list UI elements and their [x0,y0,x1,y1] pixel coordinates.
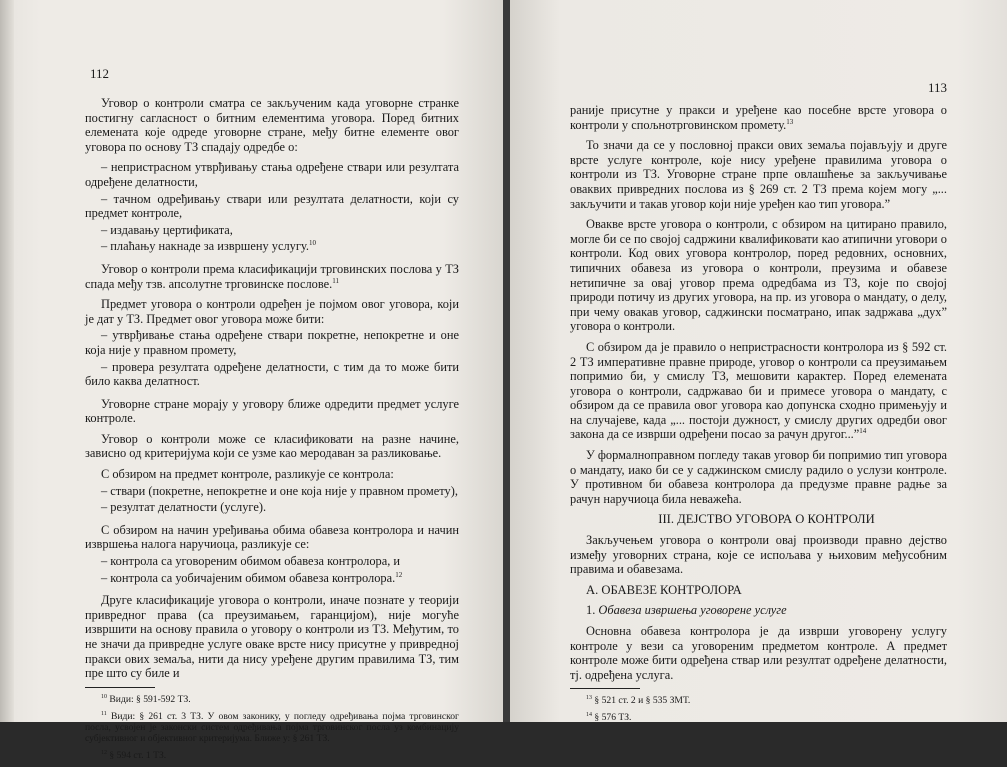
heading-number: 1. [586,603,596,618]
paragraph: Овакве врсте уговора о контроли, с обзиром на цитирано правило, могле би се по својој садржини квалификовати као атипични уговори о контроли. Код ових уговора контролор, поред редовних, основних, типичних обавеза из уговора о контроли, преузима и обавезе нетипичне за овај уговор према одредбама из ТЗ, које по својој природи потичу из других уговора, на пр. из уговора о мандату, о делу, при чему овакав уговор, саджински посматрано, ипак задржава „дух” уговора о контроли. [570,217,947,334]
footnote-text: § 576 ТЗ. [594,712,632,724]
paragraph [85,262,459,291]
section-heading: III. ДЕЈСТВО УГОВОРА О КОНТРОЛИ [658,512,875,527]
subsection-heading: А. ОБАВЕЗЕ КОНТРОЛОРА [586,582,742,597]
paragraph: Уговор о контроли сматра се закључeним када уговорне странке постигну сагласност о битним елементима уговора. Поред битних елемената које одреде уговорне стране, међу битне елементе овог уговора по основу ТЗ спадају одредбе о: [85,96,459,154]
footnote [570,712,947,723]
left-page [0,0,503,761]
paragraph: Предмет уговора о контроли одређен је појмом овог уговора, који је дат у ТЗ. Предмет овог уговора може бити: [85,297,459,326]
footnote-ref: 13 [786,117,794,126]
paragraph: Закључењем уговора о контроли овај производи правно дејство између уговорних страна, које се испољава у њиховим међусобним правима и обавезама. [570,533,947,577]
footnote-ref: 14 [859,427,867,436]
list-item-text: – контрола са уобичајеним обимом обавеза контролора. [101,570,396,585]
list-item: – контрола са уговореним обимом обавеза контролора, и [101,554,401,569]
page-edge [0,0,14,722]
book-gutter [503,0,510,722]
paragraph-text: раније присутне у пракси и уређене као посебне врсте уговора о контроли у спољнотрговинском промету. [570,103,947,132]
paragraph: С обзиром на предмет контроле, разликује се контрола: [101,467,394,482]
page-number: 112 [90,66,110,81]
footnote-divider [570,688,640,689]
left-page-body [85,96,459,767]
footnote [85,750,459,761]
list-item: – резултат делатности (услуге). [101,500,267,515]
paragraph [570,340,947,442]
paragraph [570,103,947,132]
paragraph: Основна обавеза контролора је да изврши уговорену услугу контроле у вези са уговореним предметом контроле. А предмет контроле може бити одређена ствар или резултат одређене делатности, тј. одређена услуга. [570,624,947,682]
right-page-body [570,103,947,729]
paragraph: То значи да се у пословној пракси ових земаља појављују и друге врсте услуге контроле, које нису уређене правилима уговора о контроли из ТЗ. Уговорне стране прпе овлашћење за закључивање оваквих привредних послова из § 269 ст. 2 ТЗ према којем могу „... закључити и такав уговор који није уређен као тип уговора.” [570,138,947,211]
list-item: – утврђивање стања одређене ствари покретне, непокретне и оне која није у правном промету, [85,328,459,357]
heading-text: Обавеза извршења уговорене услуге [598,603,787,618]
list-item: – провера резултата одређене делатности, с тим да то може бити било каква делатност. [85,359,459,389]
footnote-text: Види: § 591-592 ТЗ. [109,693,191,705]
footnote-ref: 11 [332,276,339,285]
footnote-ref: 10 [308,239,316,248]
paragraph: Друге класификације уговора о контроли, иначе познате у теорији привредног права (са преузимањем, гаранцијом), није могуће извршити на основу правила о уговору о контроли из ТЗ. Међутим, то не значи да привредне услуге оваке врсте нису присутне у привредној пракси ових земаља, нити да нису уређене другим правилима ТЗ, тим пре што су биле и [85,593,459,681]
list-item [85,239,459,254]
footnote [570,695,947,706]
footnote-number: 10 [101,693,107,700]
paragraph: Уговор о контроли може се класификовати на разне начине, зависно од критеријума који се узме као меродаван за разликовање. [85,431,459,461]
list-item-text: – плаћању накнаде за извршену услугу. [101,239,309,254]
paragraph-text: Уговор о контроли према класификацији трговинских послова у ТЗ спада међу тзв. апсолутне трговинске послове. [85,261,459,291]
footnote-divider [85,687,155,688]
page-number: 113 [928,80,948,95]
list-item: – непристрасном утврђивању стања одређене ствари или резултата одређене делатности, [85,160,459,189]
list-item [85,571,459,586]
sub-subsection-heading [570,603,947,618]
paragraph: Уговорне стране морају у уговору ближе одредити предмет услуге контроле. [85,396,459,426]
list-item: – издавању цертификата, [101,222,233,237]
footnote-number: 12 [101,749,107,756]
footnote-number: 11 [101,710,107,717]
paragraph: У формалноправном погледу такав уговор би попримио тип уговора о мандату, иако би се у саджинском смислу радило о услузи контроле. У противном би обавеза контролора да предузме правне радње за рачун наручиоца била неважећа. [570,448,948,506]
footnote-number: 14 [586,712,592,719]
footnote [85,711,459,744]
paragraph: С обзиром на начин уређивања обима обавеза контролора и начин извршења налога наручиоца, разликује се: [85,522,459,552]
paragraph-text: С обзиром да је правило о непристрасности контролора из § 592 ст. 2 ТЗ императивне правне природе, уговор о контроли са преузимањем попримио би, у смислу ТЗ, мешовити карактер. Поред елемената уговора о контроли, садржавао би и примесе уговора о мандату, с обзиром да се правила овог уговора као допунска сходно примењују и на случајеве, када „... постоји дужност, у смислу других одредби овог закона да се изврши одређени посао за рачун другог...” [570,339,947,442]
footnote-text: Види: § 261 ст. 3 ТЗ. У овом законику, у погледу одређивања појма трговинског посла, усвојен је законски систем одређивања појма трговинског посла уз комбинацију субјективног и објективног критеријума. Ближе у: § 261 ТЗ. [85,710,459,744]
list-item: – тачном одређивању ствари или резултата делатности, који су предмет контроле, [85,191,459,221]
list-item: – ствари (покретне, непокретне и оне која није у правном промету), [101,483,458,498]
footnote-number: 13 [586,695,592,702]
footnote-ref: 12 [395,570,403,579]
footnote-text: § 521 ст. 2 и § 535 ЗМТ. [594,695,691,707]
footnote [85,694,459,705]
footnote-text: § 594 ст. 1 ТЗ. [109,749,167,761]
